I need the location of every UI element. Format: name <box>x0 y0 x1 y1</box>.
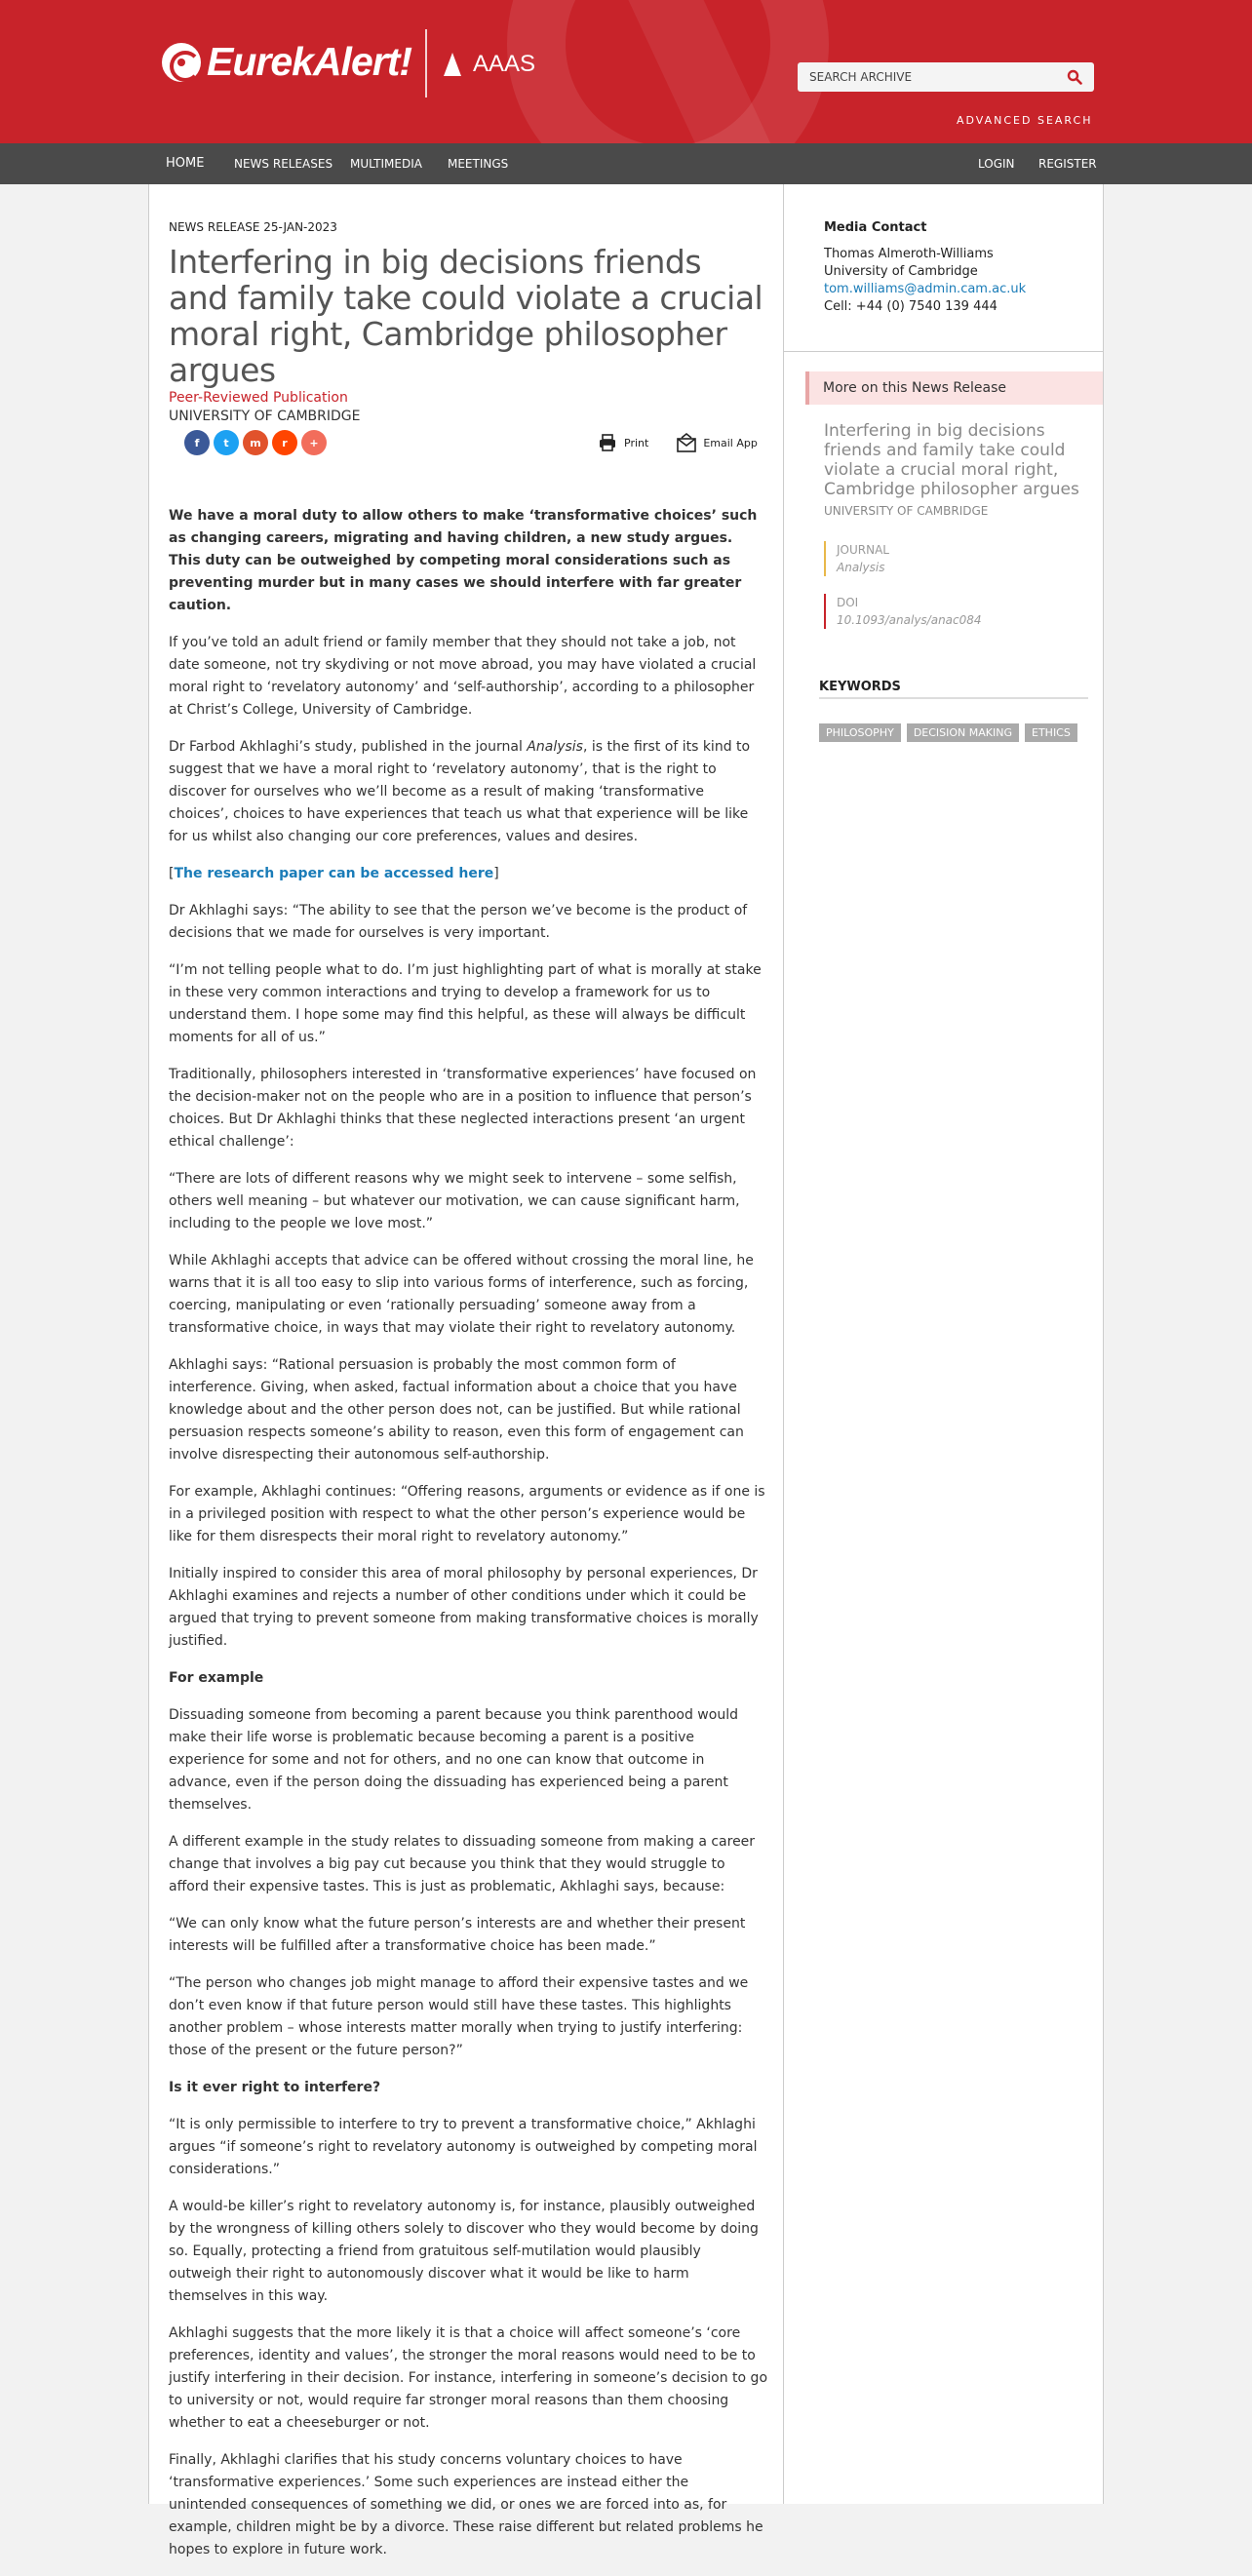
journal-name: Analysis <box>527 739 583 755</box>
paragraph: For example, Akhlaghi continues: “Offering reasons, arguments or evidence as if one is in a privileged position with respect to what the other person’s experience would be like for them disrespects their moral right to revelatory autonomy.” <box>169 1484 765 1544</box>
paragraph: “It is only permissible to interfere to try to prevent a transformative choice,” Akhlaghi argues “if someone’s right to revelatory autonomy is outweighed by competing moral considerations.” <box>169 2117 758 2177</box>
paragraph: “We can only know what the future person’s interests are and whether their present interests will be fulfilled after a transformative choice has been made.” <box>169 1916 746 1954</box>
sidebar-institution: UNIVERSITY OF CAMBRIDGE <box>824 504 989 518</box>
facebook-icon[interactable]: f <box>184 430 210 455</box>
print-label[interactable]: Print <box>624 436 649 449</box>
doi-label: DOI <box>837 596 859 609</box>
contact-phone: Cell: +44 (0) 7540 139 444 <box>824 299 998 314</box>
paper-link-line: [The research paper can be accessed here] <box>169 866 499 881</box>
nav-news-releases[interactable]: NEWS RELEASES <box>234 157 333 171</box>
nav-register[interactable]: REGISTER <box>1038 157 1097 171</box>
search-icon[interactable] <box>1067 69 1082 85</box>
paragraph: “I’m not telling people what to do. I’m just highlighting part of what is morally at stake in these very common interactions and trying to develop a framework for us to understand them. I hope some may find this helpful, as these will always be difficult moments for all of us.” <box>169 962 762 1045</box>
doi-value[interactable]: 10.1093/analys/anac084 <box>837 613 982 627</box>
peer-reviewed-label: Peer-Reviewed Publication <box>169 390 348 406</box>
advanced-search-link[interactable]: ADVANCED SEARCH <box>957 114 1093 127</box>
site-header <box>0 0 1252 143</box>
sidebar-divider <box>784 351 1103 352</box>
search-input[interactable] <box>809 70 1053 84</box>
more-on-release-heading: More on this News Release <box>805 371 1103 405</box>
aaas-logo-icon <box>444 53 469 76</box>
search-box <box>798 62 1094 92</box>
main-nav <box>0 143 1252 184</box>
more-share-icon[interactable]: + <box>301 430 327 455</box>
page-title: Interfering in big decisions friends and family take could violate a crucial moral right, Cambridge philosopher argues <box>169 243 763 389</box>
paragraph: Traditionally, philosophers interested in ‘transformative experiences’ have focused on the decision-maker not on the people who are in a position to influence that person’s choices. But Dr Akhlaghi thinks that these neglected interactions present ‘an urgent ethical challenge’: <box>169 1067 757 1150</box>
nav-login[interactable]: LOGIN <box>978 157 1015 171</box>
institution: UNIVERSITY OF CAMBRIDGE <box>169 409 361 424</box>
paragraph: Initially inspired to consider this area of moral philosophy by personal experiences, Dr Akhlaghi examines and rejects a number of other conditions under which it could be argued that trying to prevent someone from making transformative choices is morally justified. <box>169 1566 759 1649</box>
paragraph: A would-be killer’s right to revelatory autonomy is, for instance, plausibly outweighed by the wrongness of killing others solely to discover who they would become by doing so. Equally, protecting a friend from gratuitous self-mutilation would plausibly outweigh their right to autonomously discover what it would be like to harm themselves in this way. <box>169 2199 759 2304</box>
email-icon[interactable] <box>676 432 697 453</box>
doi-meta <box>824 594 1019 629</box>
reddit-icon[interactable]: r <box>272 430 297 455</box>
keyword-tag[interactable]: PHILOSOPHY <box>819 723 901 742</box>
logo-divider <box>425 29 427 98</box>
sidebar-release-title[interactable]: Interfering in big decisions friends and family take could violate a crucial moral right, Cambridge philosopher argues <box>824 421 1079 499</box>
paragraph: “There are lots of different reasons why we might seek to intervene – some selfish, others well meaning – but whatever our motivation, we can cause significant harm, including to the people we love most.” <box>169 1171 740 1231</box>
print-icon[interactable] <box>597 432 618 453</box>
paragraph: Akhlaghi suggests that the more likely it is that a choice will affect someone’s ‘core preferences, identity and values’, the stronger the moral reasons would need to be to justify interfering in their decision. For instance, interfering in someone’s decision to go to university or not, would require far stronger moral reasons than them choosing whether to eat a cheeseburger or not. <box>169 2325 768 2431</box>
nav-meetings[interactable]: MEETINGS <box>448 157 509 171</box>
column-divider <box>783 184 784 2504</box>
section-heading: For example <box>169 1670 264 1686</box>
paragraph: Dissuading someone from becoming a parent because you think parenthood would make their life worse is problematic because becoming a parent is a positive experience for some and not for others, and no one can know that outcome in advance, even if the person doing the dissuading has experienced being a parent themselves. <box>169 1707 738 1813</box>
contact-org: University of Cambridge <box>824 264 978 279</box>
release-date: NEWS RELEASE 25-JAN-2023 <box>169 220 337 234</box>
share-buttons <box>184 430 331 455</box>
paragraph: Finally, Akhlaghi clarifies that his study concerns voluntary choices to have ‘transformative experiences.’ Some such experiences are instead either the unintended consequences of something we did, or ones we are forced into as, for example, children might be by a divorce. These raise different but related problems he hopes to explore in future work. <box>169 2452 763 2557</box>
paragraph: “The person who changes job might manage to afford their expensive tastes and we don’t even know if that future person would still have these tastes. This highlights another problem – whose interests matter morally when trying to justify interfering: those of the present or the future person?” <box>169 1975 749 2058</box>
section-heading: Is it ever right to interfere? <box>169 2080 381 2095</box>
aaas-text: AAAS <box>473 51 536 77</box>
keyword-tags <box>819 723 1083 742</box>
media-contact-heading: Media Contact <box>824 220 927 235</box>
nav-multimedia[interactable]: MULTIMEDIA <box>350 157 422 171</box>
keyword-tag[interactable]: ETHICS <box>1025 723 1077 742</box>
paragraph: A different example in the study relates to dissuading someone from making a career change that involves a big pay cut because you think that they would struggle to afford their expensive tastes. This is just as problematic, Akhlaghi says, because: <box>169 1834 756 1894</box>
eurekalert-logo[interactable] <box>162 39 411 85</box>
email-label[interactable]: Email App <box>703 436 758 449</box>
twitter-icon[interactable]: t <box>214 430 239 455</box>
paragraph: Dr Akhlaghi says: “The ability to see that the person we’ve become is the product of decisions that we made for ourselves is very important. <box>169 903 748 941</box>
journal-meta <box>824 541 1019 576</box>
paragraph: If you’ve told an adult friend or family member that they should not take a job, not date someone, not try skydiving or not move abroad, you may have violated a crucial moral right to ‘revelatory autonomy’ and ‘self-authorship’, according to a philosopher at Christ’s College, University of Cambridge. <box>169 635 757 718</box>
eurekalert-logo-icon <box>162 43 201 82</box>
journal-label: JOURNAL <box>837 543 889 557</box>
paragraph: Dr Farbod Akhlaghi’s study, published in the journal Analysis, is the first of its kind to suggest that we have a moral right to ‘revelatory autonomy’, that is the right to discover for ourselves who we’ll become as a result of making ‘transformative choices’, choices to have experiences that teach us what that experience will be like for us whilst also changing our core preferences, values and desires. <box>169 739 751 844</box>
contact-email-link[interactable]: tom.williams@admin.cam.ac.uk <box>824 282 1027 296</box>
article-tools <box>597 432 758 453</box>
keywords-heading: KEYWORDS <box>819 680 1088 699</box>
paragraph: Akhlaghi says: “Rational persuasion is probably the most common form of interference. Giving, when asked, factual information about a choice that you have knowledge about and the other person does not, can be justified. But while rational persuasion respects someone’s ability to reason, even this form of engagement can involve disrespecting their autonomous self-authorship. <box>169 1357 744 1463</box>
nav-home[interactable]: HOME <box>166 156 205 171</box>
media-contact <box>824 219 1077 316</box>
article-body <box>169 505 767 2576</box>
article-lead: We have a moral duty to allow others to make ‘transformative choices’ such as changing careers, migrating and having children, a new study argues. This duty can be outweighed by competing moral considerations such as preventing murder but in many cases we should interfere with far greater caution. <box>169 508 758 613</box>
article-header <box>169 220 767 424</box>
contact-name: Thomas Almeroth-Williams <box>824 247 994 261</box>
research-paper-link[interactable]: The research paper can be accessed here <box>174 866 494 881</box>
logo-text: EurekAlert! <box>207 39 412 84</box>
paragraph: While Akhlaghi accepts that advice can be offered without crossing the moral line, he warns that it is all too easy to slip into various forms of interference, such as forcing, coercing, manipulating or even ‘rationally persuading’ someone away from a transformative choice, in ways that may violate their right to revelatory autonomy. <box>169 1253 754 1336</box>
aaas-logo[interactable] <box>444 51 535 78</box>
journal-value: Analysis <box>837 561 885 574</box>
keyword-tag[interactable]: DECISION MAKING <box>907 723 1019 742</box>
mendeley-icon[interactable]: m <box>243 430 268 455</box>
